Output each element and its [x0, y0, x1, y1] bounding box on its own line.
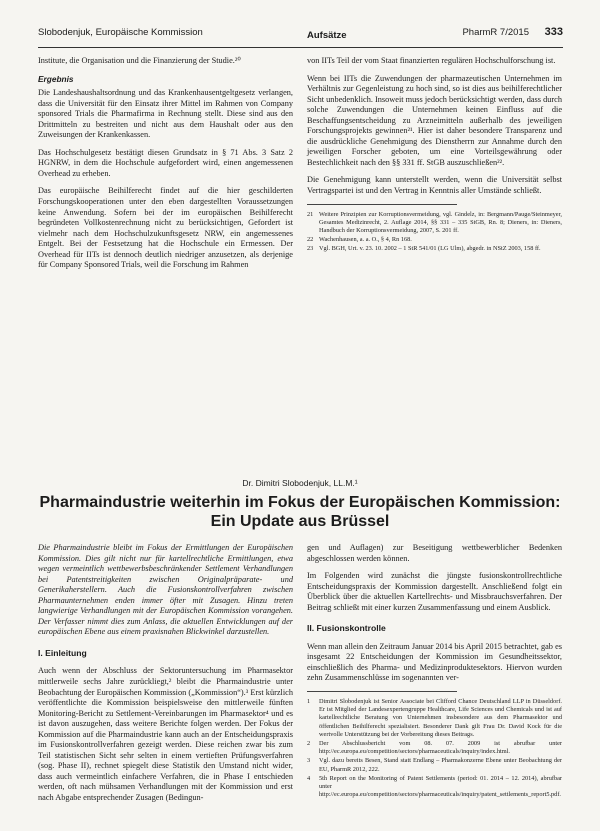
paragraph: gen und Auflagen) zur Beseitigung wettbewerblicher Bedenken abgeschlossen werden können. [307, 543, 562, 563]
header-section: Aufsätze [307, 30, 347, 41]
top-right-column [307, 56, 562, 255]
footnote-number: 22 [307, 236, 314, 244]
footnote-text: Weitere Prinzipien zur Korruptionsvermeidung, vgl. Gindelz, in: Bergmann/Pauge/Steinmeyer, Gesamtes Medizinrecht, 2. Auflage 2014, §§ 331 – 335 StGB, Rn. 8; Dieners, in: Dieners, Handbuch der Korruptionsvermeidung, 2007, S. 201 ff. [319, 210, 562, 234]
footnote-text: Dimitri Slobodenjuk ist Senior Associate bei Clifford Chance Deutschland LLP in Düsseldorf. Er ist Mitglied der Landesexpertengruppe Healthcare, Life Sciences und Chemicals und ist auf kartellrechtliche Beratung von Unternehmen insbesondere aus dem Pharmasektor und öffentlichen Beihilferecht spezialisiert. Besonderer Dank gilt Frau Dr. David Kock für die wertvolle Unterstützung bei der Vorbereitung dieses Beitrags. [319, 698, 562, 738]
bottom-right-column [307, 543, 562, 800]
paragraph: Das Hochschulgesetz bestätigt diesen Grundsatz in § 71 Abs. 3 Satz 2 HGNRW, in dem die Hochschule aufgefordert wird, einen angemessenen Overhead zu erheben. [38, 147, 293, 178]
paragraph: Im Folgenden wird zunächst die jüngste fusionskontrollrechtliche Entscheidungspraxis der Kommission dargestellt. Anschließend folgt ein Überblick über die aktuellen Kartellrechts- und Missbrauchsverfahren. Der Beitrag schließt mit einer kurzen Zusammenfassung und einem Ausblick. [307, 571, 562, 612]
footnote-rule [307, 691, 457, 692]
paragraph: Die Landeshaushaltsordnung und das Krankenhausentgeltgesetz verlangen, dass die Universität für den Einsatz ihrer Mittel im Rahmen von Company sponsored Trials die Pharmafirma in Rechnung stellt. Diese sind aus den Drittmitteln zu bestreiten und nicht aus dem Haushalt oder aus den Zuweisungen der Krankenkassen. [38, 88, 293, 140]
footnote-number: 21 [307, 210, 314, 218]
footnote-text: Der Abschlussbericht vom 08. 07. 2009 ist abrufbar unter http://ec.europa.eu/competition/sectors/pharmaceuticals/inquiry/index.html. [319, 740, 562, 756]
article-title [0, 493, 600, 531]
section-heading-ergebnis: Ergebnis [38, 73, 74, 84]
page-number: 333 [544, 26, 563, 38]
header-author: Slobodenjuk, Europäische Kommission [38, 27, 203, 38]
section-heading-fusionskontrolle: II. Fusionskontrolle [307, 623, 386, 634]
footnote-text: Vgl. dazu bereits Besen, Stand statt Endlang – Pharmakonzerne Ebene unter Beobachtung der EU, PharmR 2012, 222. [319, 757, 562, 773]
footnote [307, 775, 562, 800]
article-author: Dr. Dimitri Slobodenjuk, LL.M.¹ [242, 478, 358, 488]
footnote [307, 236, 562, 244]
footnote-text: Wachenhausen, a. a. O., § 4, Rn 168. [319, 236, 412, 244]
section-heading-einleitung: I. Einleitung [38, 647, 87, 658]
paragraph: Das europäische Beihilferecht findet auf die hier geschilderten Forschungskooperationen unter den eben dargestellten Voraussetzungen keine Anwendung. Sofern bei der im europäischen Beihilferecht begründeten Vollkostenrechnung nicht zu berücksichtigen, Gefordert ist vielmehr nach dem Hochschulzukunftsgesetz NRW, ein angemessenes Entgelt. Bei der Festsetzung hat die Hochschule ein Ermessen. Der Overhead für IITs ist dennoch deutlich niedriger anzusetzen, als derjenige für Company Sponsored Trials, weil die Forschung im Rahmen [38, 186, 293, 270]
top-left-column [38, 56, 293, 278]
footnote-number: 4 [307, 774, 311, 782]
header-journal: PharmR 7/2015 [462, 27, 529, 38]
running-header [38, 27, 563, 43]
paragraph: Wenn man allein den Zeitraum Januar 2014 bis April 2015 betrachtet, gab es insgesamt 22 Entscheidungen der Kommission im Gesundheitssektor, einschließlich des Pharma- und Medizinproduktesektors. Hiervon wurden zehn Zusammenschlüsse im sogenannten ver- [307, 641, 562, 683]
paragraph: Die Genehmigung kann unterstellt werden, wenn die Universität selbst Vertragspartei ist und den Vertrag in Kenntnis aller Umstände schließt. [307, 175, 562, 196]
paragraph: Institute, die Organisation und die Finanzierung der Studie.²⁰ [38, 56, 241, 65]
bottom-left-column [38, 543, 293, 811]
footnote-number: 2 [307, 740, 311, 748]
paragraph: Wenn bei IITs die Zuwendungen der pharmazeutischen Unternehmen im Verhältnis zur Gegenleistung zu hoch sind, so ist dies aus beihilferechtlicher Sicht unbedenklich. Insoweit muss jedoch berücksichtigt werden, dass durch solche Zuwendungen die Unternehmen keinen Einfluss auf die Beschaffungsentscheidung zu Arzneimitteln außerhalb des jeweiligen Forschungsprojekts gewinnen²¹. Hier ist daher besondere Transparenz und die ausdrückliche Genehmigung des Dienstherrn zur Annahme durch den jeweiligen Forscher geboten, um eine Vorteilsgewährung oder Bestechlichkeit nach den §§ 331 ff. StGB auszuschließen²². [307, 73, 562, 167]
paragraph: Auch wenn der Abschluss der Sektoruntersuchung im Pharmasektor mittlerweile sechs Jahre zurückliegt,² bleibt die Pharmaindustrie unter Beobachtung der Europäischen Kommission („Kommission“).³ Erst kürzlich veröffentlichte die Kommission beispielsweise den mittlerweile fünften Monitoring-Bericht zu Settlement-Vereinbarungen im Pharmasektor⁴ und es ist davon auszugehen, dass weitere Berichte folgen werden. Der Fokus der Kommission auf die Pharmaindustrie kann auch an der Entscheidungspraxis im Fusionskontrollverfahren gezeigt werden. Diese reichen zwar bis zum Teil statistischen Sicht sehr selten in einem vertieften Prüfungsverfahren (sog. Phase II), rechnet spiegelt diese Statistik den Umstand nicht wider, dass auch vermeintlich einfachere Verfahren, die in Phase I entschieden werden, oft nach mühsamen Verhandlungen mit der Kommission und erst nach Abgabe entsprechender Zusagen (Bedingun- [38, 666, 293, 803]
footnote [307, 740, 562, 756]
title-line-2: Ein Update aus Brüssel [210, 513, 390, 530]
footnote-text: Vgl. BGH, Urt. v. 23. 10. 2002 – 1 StR 541/01 (LG Ulm), abgedr. in NStZ 2003, 158 ff. [319, 245, 541, 253]
footnote [307, 698, 562, 739]
footnote-number: 1 [307, 698, 311, 706]
footnote [307, 245, 562, 253]
header-rule [38, 47, 563, 48]
title-line-1: Pharmaindustrie weiterhin im Fokus der Europäischen Kommission: [39, 494, 561, 511]
footnote-rule [307, 204, 457, 205]
footnote-text: 5th Report on the Monitoring of Patent Settlements (period: 01. 2014 – 12. 2014), abrufbar unter http://ec.europa.eu/competition/sectors/pharmaceuticals/inquiry/patent_settlements_report5.pdf. [319, 774, 562, 799]
footnote [307, 211, 562, 236]
footnote-number: 23 [307, 245, 314, 253]
abstract: Die Pharmaindustrie bleibt im Fokus der Ermittlungen der Europäischen Kommission. Dies gilt nicht nur für kartellrechtliche Ermittlungen, etwa wegen vermeintlich wettbewerbsbeschränkender Settlement Verhandlungen bei Patentstreitigkeiten zwischen Originalpräparate- und Generikaherstellern. Auch die Fusionskontrollverfahren zwischen Pharmaunternehmen enden immer öfter mit Zusagen. Hinzu treten langwierige Verhandlungen mit der Europäischen Kommission vorangehen. Der Verfasser nimmt dies zum Anlass, die aktuellen Entwicklungen auf der europäischen Ebene aus einem praxisnahen Blickwinkel darzustellen. [38, 543, 293, 637]
paragraph: von IITs Teil der vom Staat finanzierten regulären Hochschulforschung ist. [307, 56, 556, 65]
footnote [307, 757, 562, 773]
footnote-number: 3 [307, 757, 311, 765]
